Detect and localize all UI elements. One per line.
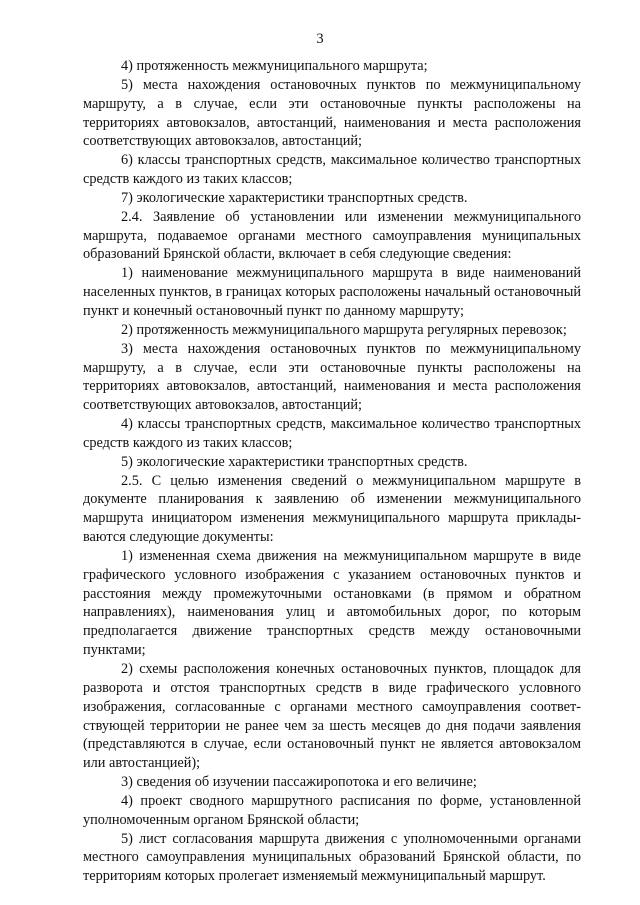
paragraph: 2.5. С целью изменения сведений о межмуниципальном маршруте в документе планирования к заявлению об изменении межмуниципального маршрута инициатором изменения межмуниципального маршрута прикладываются следующие документы:: [83, 472, 581, 546]
paragraph: 5) экологические характеристики транспортных средств.: [121, 453, 468, 470]
paragraph: 4) классы транспортных средств, максимальное количество транспортных средств каждого из таких классов;: [83, 416, 581, 451]
paragraph: 6) классы транспортных средств, максимальное количество транспортных средств каждого из таких классов;: [83, 152, 581, 188]
paragraph: 3) сведения об изучении пассажиропотока и его величине;: [121, 774, 477, 791]
paragraph: 1) измененная схема движения на межмуниципальном маршруте в виде графического условного изображения с указанием остановочных пунктов и расстояния между промежуточными остановками (в прямом и обратном направлениях), наименования улиц и автомобильных дорог, по которым предполагается движение транспортных средств между остановочными пунктами;: [83, 547, 581, 659]
paragraph: 7) экологические характеристики транспортных средств.: [121, 189, 468, 206]
page-number: 3: [316, 31, 324, 47]
paragraph: 5) места нахождения остановочных пунктов по межмуниципальному маршруту, а в случае, если эти остановочные пункты расположены на территориях автовокзалов, автостанций, наименования и места расположения соответствующих автовокзалов, автостанций;: [83, 76, 581, 150]
paragraph: 1) наименование межмуниципального маршрута в виде наименований населенных пунктов, в границах которых расположены начальный остановочный пункт и конечный остановочный пункт по данному маршруту;: [83, 265, 581, 319]
paragraph: 4) проект сводного маршрутного расписания по форме, установленной уполномоченным органом Брянской области;: [83, 792, 581, 828]
paragraph: 2.4. Заявление об установлении или изменении межмуниципального маршрута, подаваемое органами местного самоуправления муниципальных образований Брянской области, включает в себя следующие сведения:: [83, 208, 581, 263]
paragraph: 2) протяженность межмуниципального маршрута регулярных перевозок;: [121, 321, 567, 338]
paragraph: 3) места нахождения остановочных пунктов по межмуниципальному маршруту, а в случае, если эти остановочные пункты расположены на территориях автовокзалов, автостанций, наименования и места расположения соответствующих автовокзалов, автостанций;: [83, 340, 581, 414]
paragraph: 5) лист согласования маршрута движения с уполномоченными органами местного самоуправления муниципальных образований Брянской области, по территориям которых пролегает изменяемый межмуниципальный маршрут.: [83, 830, 581, 885]
paragraph: 2) схемы расположения конечных остановочных пунктов, площадок для разворота и отстоя транспортных средств в виде графического условного изображения, согласованные с органами местного самоуправления соответствующей территории не ранее чем за шесть месяцев до дня подачи заявления (представляются в случае, если остановочный пункт не является автовокзалом или автостанцией);: [83, 661, 581, 772]
paragraph: 4) протяженность межмуниципального маршрута;: [121, 58, 428, 74]
document-body: [83, 57, 581, 886]
